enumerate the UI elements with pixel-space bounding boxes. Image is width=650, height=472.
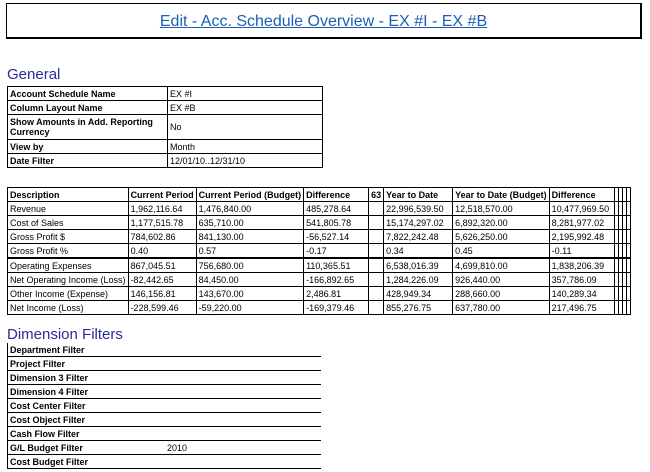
table-cell[interactable] (369, 230, 384, 244)
table-cell[interactable]: 7,822,242.48 (384, 230, 453, 244)
filter-label: Cost Budget Filter (8, 455, 166, 469)
row-description[interactable]: Revenue (8, 202, 129, 216)
table-row[interactable] (8, 216, 631, 230)
row-description[interactable]: Cost of Sales (8, 216, 129, 230)
general-row[interactable] (8, 154, 323, 168)
general-row[interactable] (8, 140, 323, 154)
table-cell[interactable] (369, 216, 384, 230)
row-description[interactable]: Gross Profit % (8, 244, 129, 259)
row-description[interactable]: Operating Expenses (8, 258, 129, 273)
table-cell[interactable]: 637,780.00 (453, 301, 550, 315)
filter-value[interactable] (165, 385, 321, 399)
table-cell[interactable]: 6,892,320.00 (453, 216, 550, 230)
empty-column-cell (626, 230, 630, 244)
empty-column-cell (626, 202, 630, 216)
filter-row[interactable] (8, 427, 322, 441)
table-cell[interactable]: 143,670.00 (196, 287, 304, 301)
table-row[interactable] (8, 301, 631, 315)
table-cell[interactable]: 110,365.51 (304, 258, 369, 273)
filter-label: G/L Budget Filter (8, 441, 166, 455)
table-cell[interactable]: -0.17 (304, 244, 369, 259)
filter-label: Cash Flow Filter (8, 427, 166, 441)
filter-value[interactable] (165, 413, 321, 427)
dimension-filters-heading: Dimension Filters (7, 326, 123, 343)
table-cell[interactable] (369, 301, 384, 315)
table-cell[interactable]: 146,156.81 (128, 287, 196, 301)
table-cell[interactable]: 1,962,116.64 (128, 202, 196, 216)
table-cell[interactable]: -228,599.46 (128, 301, 196, 315)
table-cell[interactable]: 140,289.34 (549, 287, 614, 301)
table-row[interactable] (8, 273, 631, 287)
table-cell[interactable]: 0.45 (453, 244, 550, 259)
filter-value[interactable] (165, 455, 321, 469)
table-cell[interactable]: 841,130.00 (196, 230, 304, 244)
table-cell[interactable]: 2,486.81 (304, 287, 369, 301)
filter-value[interactable] (165, 371, 321, 385)
general-label: View by (8, 140, 168, 154)
filter-label: Department Filter (8, 343, 166, 357)
table-cell[interactable]: 217,496.75 (549, 301, 614, 315)
table-cell[interactable] (369, 273, 384, 287)
table-row[interactable] (8, 244, 631, 259)
table-cell[interactable]: 1,476,840.00 (196, 202, 304, 216)
filter-label: Cost Object Filter (8, 413, 166, 427)
column-header: Year to Date (384, 188, 453, 202)
column-header: Difference (304, 188, 369, 202)
table-cell[interactable]: 635,710.00 (196, 216, 304, 230)
row-description[interactable]: Net Income (Loss) (8, 301, 129, 315)
table-cell[interactable]: 0.34 (384, 244, 453, 259)
table-cell[interactable] (369, 287, 384, 301)
row-description[interactable]: Gross Profit $ (8, 230, 129, 244)
general-row[interactable] (8, 101, 323, 115)
table-row[interactable] (8, 202, 631, 216)
table-cell[interactable]: 1,284,226.09 (384, 273, 453, 287)
table-cell[interactable]: 357,786.09 (549, 273, 614, 287)
table-row[interactable] (8, 258, 631, 273)
filter-row[interactable] (8, 357, 322, 371)
table-row[interactable] (8, 230, 631, 244)
filter-row[interactable] (8, 371, 322, 385)
filter-label: Project Filter (8, 357, 166, 371)
filter-value[interactable] (165, 427, 321, 441)
header-row[interactable] (8, 188, 631, 202)
row-description[interactable]: Net Operating Income (Loss) (8, 273, 129, 287)
table-cell[interactable]: 288,660.00 (453, 287, 550, 301)
table-cell[interactable]: 1,838,206.39 (549, 258, 614, 273)
column-header: Current Period (Budget) (196, 188, 304, 202)
table-cell[interactable]: 784,602.86 (128, 230, 196, 244)
table-cell[interactable]: 10,477,969.50 (549, 202, 614, 216)
empty-column-cell (626, 244, 630, 259)
overview-table (7, 187, 631, 315)
empty-column-cell (626, 301, 630, 315)
table-cell[interactable]: 926,440.00 (453, 273, 550, 287)
general-row[interactable] (8, 87, 323, 101)
table-cell[interactable]: 22,996,539.50 (384, 202, 453, 216)
general-value[interactable]: Month (168, 140, 323, 154)
general-value[interactable]: No (168, 115, 323, 140)
column-header: Difference (549, 188, 614, 202)
filter-label: Dimension 4 Filter (8, 385, 166, 399)
table-cell[interactable]: -82,442.65 (128, 273, 196, 287)
general-value[interactable]: EX #I (168, 87, 323, 101)
table-cell[interactable]: 5,626,250.00 (453, 230, 550, 244)
table-cell[interactable]: 15,174,297.02 (384, 216, 453, 230)
filter-row[interactable] (8, 343, 322, 357)
table-cell[interactable]: -166,892.65 (304, 273, 369, 287)
filter-value[interactable] (165, 343, 321, 357)
column-header: Year to Date (Budget) (453, 188, 550, 202)
general-value[interactable]: 12/01/10..12/31/10 (168, 154, 323, 168)
table-cell[interactable]: 6,538,016.39 (384, 258, 453, 273)
table-cell[interactable]: -0.11 (549, 244, 614, 259)
filter-value[interactable] (165, 399, 321, 413)
general-label: Column Layout Name (8, 101, 168, 115)
empty-column-cell (626, 287, 630, 301)
empty-column-cell (626, 216, 630, 230)
table-cell[interactable] (369, 258, 384, 273)
column-header: 63 (369, 188, 384, 202)
empty-column-cell (626, 273, 630, 287)
general-label: Account Schedule Name (8, 87, 168, 101)
table-cell[interactable]: 855,276.75 (384, 301, 453, 315)
filter-label: Dimension 3 Filter (8, 371, 166, 385)
filter-value[interactable]: 2010 (165, 441, 321, 455)
general-value[interactable]: EX #B (168, 101, 323, 115)
table-cell[interactable] (369, 244, 384, 259)
filter-row[interactable] (8, 399, 322, 413)
general-row[interactable] (8, 115, 323, 140)
table-cell[interactable]: 0.40 (128, 244, 196, 259)
table-cell[interactable] (369, 202, 384, 216)
table-row[interactable] (8, 287, 631, 301)
table-cell[interactable]: 2,195,992.48 (549, 230, 614, 244)
filter-label: Cost Center Filter (8, 399, 166, 413)
filter-row[interactable] (8, 441, 322, 455)
empty-column-cell (626, 258, 630, 273)
row-description[interactable]: Other Income (Expense) (8, 287, 129, 301)
empty-column-cell (626, 188, 630, 202)
filter-row[interactable] (8, 413, 322, 427)
filter-value[interactable] (165, 357, 321, 371)
table-cell[interactable]: 84,450.00 (196, 273, 304, 287)
table-cell[interactable]: 756,680.00 (196, 258, 304, 273)
table-cell[interactable]: 541,805.78 (304, 216, 369, 230)
general-label: Show Amounts in Add. Reporting Currency (8, 115, 168, 140)
table-cell[interactable]: 4,699,810.00 (453, 258, 550, 273)
page-title-box (6, 3, 642, 39)
table-cell[interactable]: 0.57 (196, 244, 304, 259)
table-cell[interactable]: 8,281,977.02 (549, 216, 614, 230)
table-cell[interactable]: -59,220.00 (196, 301, 304, 315)
general-label: Date Filter (8, 154, 168, 168)
table-cell[interactable]: 867,045.51 (128, 258, 196, 273)
column-header: Description (8, 188, 129, 202)
general-table (7, 86, 323, 168)
table-cell[interactable]: 1,177,515.78 (128, 216, 196, 230)
dimension-filters-table (7, 343, 321, 469)
filter-row[interactable] (8, 455, 322, 469)
table-cell[interactable]: -56,527.14 (304, 230, 369, 244)
filter-row[interactable] (8, 385, 322, 399)
page-title-link[interactable]: Edit - Acc. Schedule Overview - EX #I - EX #B (159, 13, 488, 30)
general-heading: General (7, 66, 61, 83)
table-cell[interactable]: 428,949.34 (384, 287, 453, 301)
table-cell[interactable]: -169,379.46 (304, 301, 369, 315)
table-cell[interactable]: 485,278.64 (304, 202, 369, 216)
table-cell[interactable]: 12,518,570.00 (453, 202, 550, 216)
column-header: Current Period (128, 188, 196, 202)
